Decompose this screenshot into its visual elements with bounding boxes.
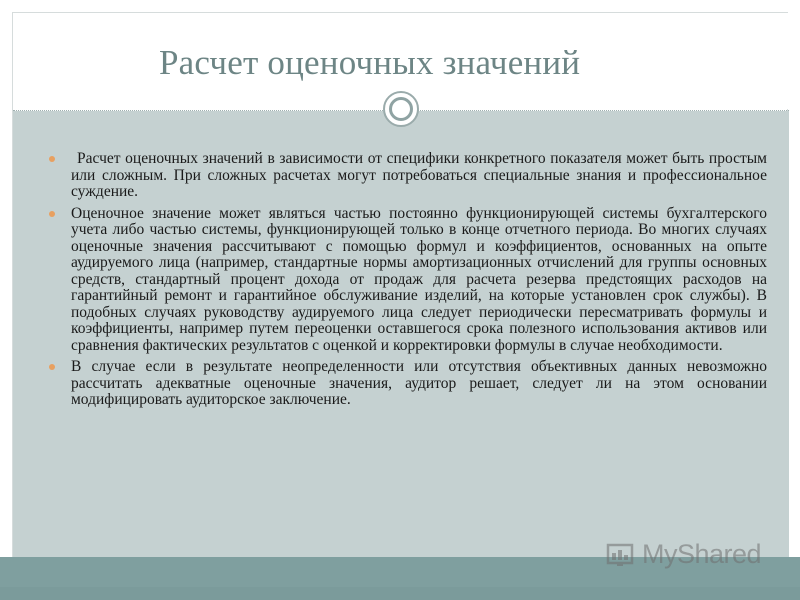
ring-inner (389, 97, 413, 121)
bullet-dot-icon (49, 156, 55, 162)
ring-ornament-icon (383, 91, 419, 127)
slide-title: Расчет оценочных значений (159, 43, 581, 82)
bullet-list (49, 151, 767, 414)
bullet-text: В случае если в результате неопределенности или отсутствия объективных данных невозможно рассчитать адекватные оценочные значения, аудитор решает, следует ли на этом основании модифицировать аудиторское заключение. (71, 358, 767, 408)
bullet-dot-icon (49, 211, 55, 217)
bullet-text: Оценочное значение может являться частью постоянно функционирующей системы бухгалтерского учета либо частью системы, функционирующей только в конце отчетного периода. Во многих случаях оценочные значения рассчитывают с помощью формул и коэффициентов, основанных на опыте аудируемого лица (например, стандартные нормы амортизационных отчислений для группы основных средств, стандартный процент дохода от продаж для расчета резерва предстоящих расходов на гарантийный ремонт и гарантийное обслуживание изделий, на которые установлен срок службы). В подобных случаях руководству аудируемого лица следует периодически пересматривать формулы и коэффициенты, например путем переоценки оставшегося срока полезного использования активов или сравнения фактических результатов с оценкой и корректировки формулы в случае необходимости. (71, 204, 767, 354)
bullet-item (49, 206, 767, 355)
content-area (13, 111, 789, 558)
myshared-logo-svg (606, 539, 636, 569)
myshared-logo-icon (606, 539, 636, 569)
bullet-item (49, 359, 767, 409)
slide-card (12, 12, 788, 557)
bullet-text: Расчет оценочных значений в зависимости от специфики конкретного показателя может быть простым или сложным. При сложных расчетах могут потребоваться специальные знания и профессиональное суждение. (71, 150, 767, 200)
bullet-item (49, 151, 767, 201)
watermark (606, 534, 761, 574)
watermark-text: MyShared (642, 538, 762, 569)
bullet-dot-icon (49, 364, 55, 370)
